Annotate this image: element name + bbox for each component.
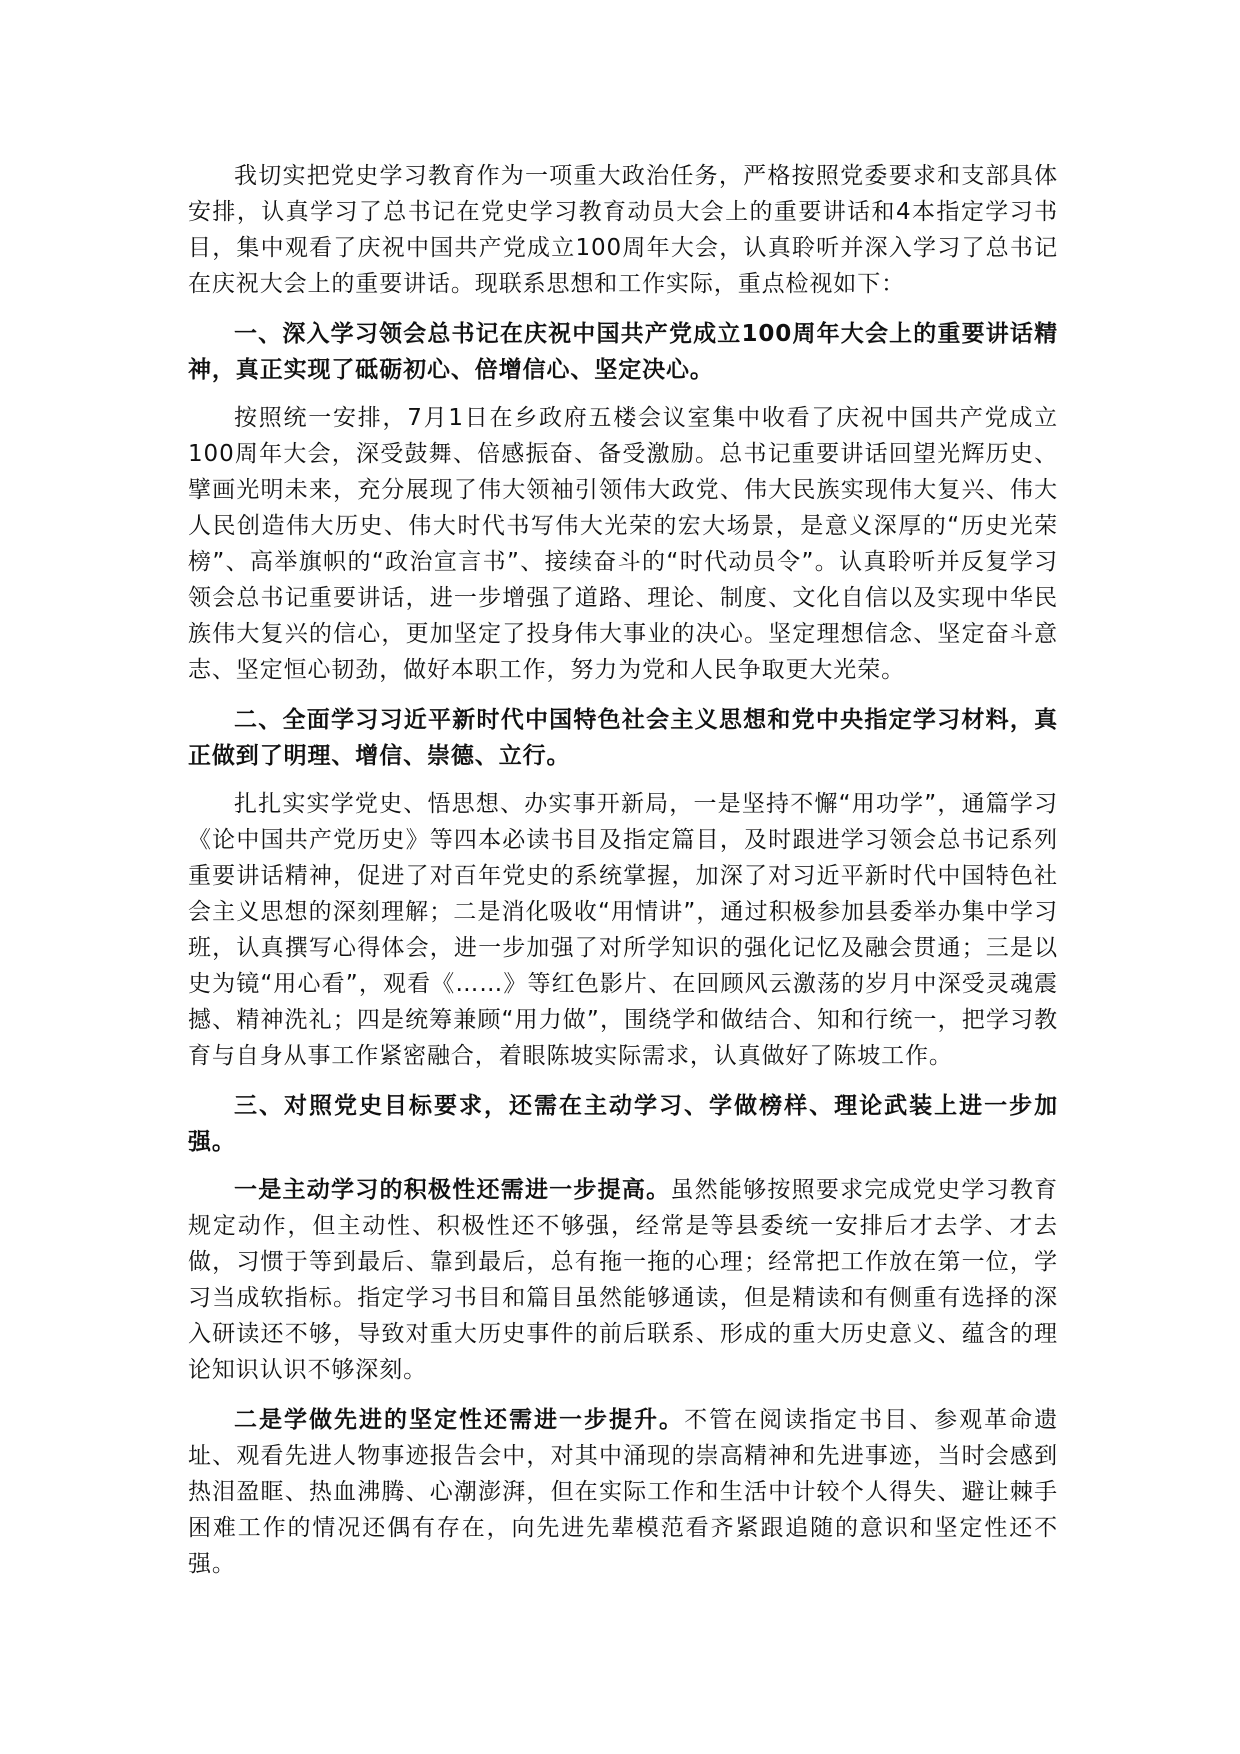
section-3-item-1 [188, 1172, 1058, 1388]
intro-paragraph: 我切实把党史学习教育作为一项重大政治任务，严格按照党委要求和支部具体安排，认真学习了总书记在党史学习教育动员大会上的重要讲话和4本指定学习书目，集中观看了庆祝中国共产党成立100周年大会，认真聆听并深入学习了总书记在庆祝大会上的重要讲话。现联系思想和工作实际，重点检视如下： [188, 163, 1058, 297]
section-2-body: 扎扎实实学党史、悟思想、办实事开新局，一是坚持不懈“用功学”，通篇学习《论中国共产党历史》等四本必读书目及指定篇目，及时跟进学习领会总书记系列重要讲话精神，促进了对百年党史的系统掌握，加深了对习近平新时代中国特色社会主义思想的深刻理解；二是消化吸收“用情讲”，通过积极参加县委举办集中学习班，认真撰写心得体会，进一步加强了对所学知识的强化记忆及融会贯通；三是以史为镜“用心看”，观看《……》等红色影片、在回顾风云激荡的岁月中深受灵魂震撼、精神洗礼；四是统筹兼顾“用力做”，围绕学和做结合、知和行统一，把学习教育与自身从事工作紧密融合，着眼陈坡实际需求，认真做好了陈坡工作。 [188, 791, 1058, 1069]
section-1-heading: 一、深入学习领会总书记在庆祝中国共产党成立100周年大会上的重要讲话精神，真正实现了砥砺初心、倍增信心、坚定决心。 [188, 321, 1058, 383]
document-page [188, 158, 1058, 1596]
section-3-item-2 [188, 1402, 1058, 1582]
section-1-body: 按照统一安排，7月1日在乡政府五楼会议室集中收看了庆祝中国共产党成立100周年大会，深受鼓舞、倍感振奋、备受激励。总书记重要讲话回望光辉历史、擘画光明未来，充分展现了伟大领袖引领伟大政党、伟大民族实现伟大复兴、伟大人民创造伟大历史、伟大时代书写伟大光荣的宏大场景，是意义深厚的“历史光荣榜”、高举旗帜的“政治宣言书”、接续奋斗的“时代动员令”。认真聆听并反复学习领会总书记重要讲话，进一步增强了道路、理论、制度、文化自信以及实现中华民族伟大复兴的信心，更加坚定了投身伟大事业的决心。坚定理想信念、坚定奋斗意志、坚定恒心韧劲，做好本职工作，努力为党和人民争取更大光荣。 [188, 405, 1058, 683]
section-3-heading: 三、对照党史目标要求，还需在主动学习、学做榜样、理论武装上进一步加强。 [188, 1093, 1058, 1155]
section-3-item-1-lead: 一是主动学习的积极性还需进一步提高。 [234, 1177, 671, 1203]
section-3-item-2-text: 不管在阅读指定书目、参观革命遗址、观看先进人物事迹报告会中，对其中涌现的崇高精神和先进事迹，当时会感到热泪盈眶、热血沸腾、心潮澎湃，但在实际工作和生活中计较个人得失、避让棘手困难工作的情况还偶有存在，向先进先辈模范看齐紧跟追随的意识和坚定性还不强。 [188, 1407, 1059, 1577]
section-2-heading: 二、全面学习习近平新时代中国特色社会主义思想和党中央指定学习材料，真正做到了明理、增信、崇德、立行。 [188, 707, 1058, 769]
section-3-item-1-text: 虽然能够按照要求完成党史学习教育规定动作，但主动性、积极性还不够强，经常是等县委统一安排后才去学、才去做，习惯于等到最后、靠到最后，总有拖一拖的心理；经常把工作放在第一位，学习当成软指标。指定学习书目和篇目虽然能够通读，但是精读和有侧重有选择的深入研读还不够，导致对重大历史事件的前后联系、形成的重大历史意义、蕴含的理论知识认识不够深刻。 [188, 1177, 1058, 1383]
section-3-item-2-lead: 二是学做先进的坚定性还需进一步提升。 [234, 1407, 685, 1433]
